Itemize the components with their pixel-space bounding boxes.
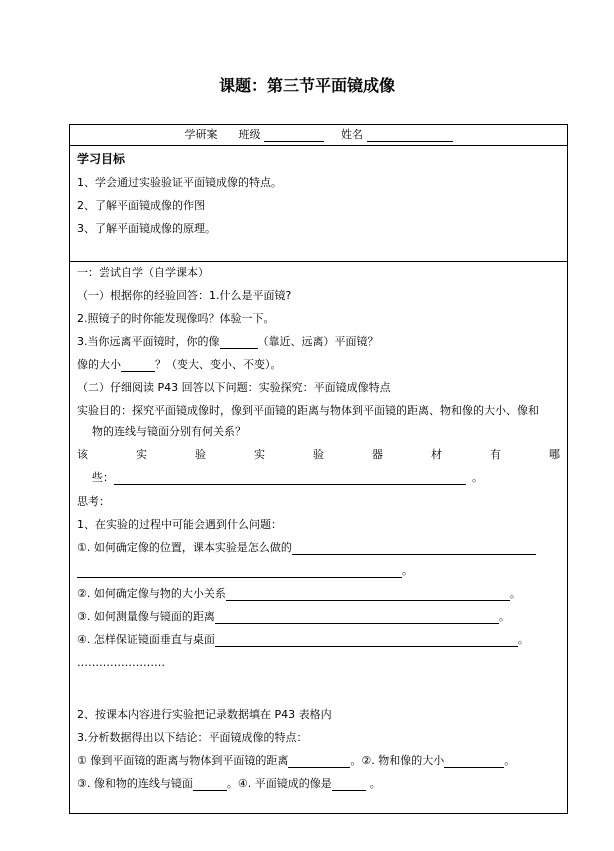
objective-item: 3、了解平面镜成像的原理。: [77, 222, 216, 235]
name-blank[interactable]: [367, 129, 453, 142]
question-2: 2.照镜子的时你能发现像吗？体验一下。: [77, 312, 275, 325]
think-item-3: ③. 如何测量像与镜面的距离 。: [77, 610, 510, 623]
purpose-line-2: 物的连线与镜面分别有何关系？: [92, 425, 246, 438]
question-1: （一）根据你的经验回答：1.什么是平面镜?: [77, 289, 292, 302]
think-heading: 思考：: [77, 495, 110, 508]
think-question: 1、在实验的过程中可能会遇到什么问题：: [77, 518, 282, 531]
think-2-blank[interactable]: [226, 588, 510, 601]
worksheet-table: [69, 124, 568, 814]
objectives-section: [70, 145, 567, 262]
objective-item: 2、了解平面镜成像的作图: [77, 199, 205, 212]
class-blank[interactable]: [264, 129, 324, 142]
conclusion-4-blank[interactable]: [332, 778, 366, 791]
ellipsis-dots: ……………………: [77, 656, 165, 669]
think-4-blank[interactable]: [215, 634, 518, 647]
think-item-1: ①. 如何确定像的位置，课本实验是怎么做的: [77, 540, 536, 556]
equipment-line: 该 实 验 实 验 器 材 有 哪: [77, 448, 560, 461]
part-2-heading: （二）仔细阅读 P43 回答以下问题：实验探究：平面镜成像特点: [77, 381, 391, 394]
think-1-blank-2[interactable]: [77, 565, 402, 578]
equipment-blank[interactable]: [114, 472, 466, 485]
conclusion-3-blank[interactable]: [193, 778, 227, 791]
objectives-heading: 学习目标: [77, 152, 126, 166]
objective-item: 1、学会通过实验验证平面镜成像的特点。: [77, 176, 282, 189]
step-2: 2、按课本内容进行实验把记录数据填在 P43 表格内: [77, 708, 332, 721]
class-label: 班级: [238, 128, 261, 141]
conclusion-1-blank[interactable]: [288, 755, 350, 768]
think-3-blank[interactable]: [215, 611, 499, 624]
name-label: 姓名: [341, 128, 363, 141]
think-item-4: ④. 怎样保证镜面垂直与桌面 。: [77, 633, 529, 646]
table-header-row: [70, 125, 567, 146]
conclusion-3: ③. 像和物的连线与镜面 。④. 平面镜成的像是 。: [77, 777, 381, 790]
q3-blank-2[interactable]: [121, 359, 155, 372]
question-3: 3.当你远离平面镜时，你的像 （靠近、远离）平面镜？: [77, 335, 379, 348]
q3-blank-1[interactable]: [220, 336, 258, 349]
think-1-blank[interactable]: [292, 542, 536, 555]
think-item-2: ②. 如何确定像与物的大小关系 。: [77, 587, 521, 600]
self-study-heading: 一：尝试自学（自学课本）: [77, 266, 209, 279]
equipment-line-2: 些： 。: [92, 471, 483, 484]
conclusion-1: ① 像到平面镜的距离与物体到平面镜的距离 。②. 物和像的大小 。: [77, 754, 516, 767]
plan-label: 学研案: [184, 128, 218, 141]
page-title: 课题：第三节平面镜成像: [218, 76, 395, 95]
purpose-line-1: 实验目的：探究平面镜成像时，像到平面镜的距离与物体到平面镜的距离、物和像的大小、像和: [77, 404, 539, 417]
conclusion-2-blank[interactable]: [444, 755, 504, 768]
question-3-size: 像的大小 ？（变大、变小、不变）。: [77, 358, 282, 371]
step-3: 3.分析数据得出以下结论：平面镜成像的特点：: [77, 731, 308, 744]
think-item-1-cont: 。: [77, 563, 413, 579]
